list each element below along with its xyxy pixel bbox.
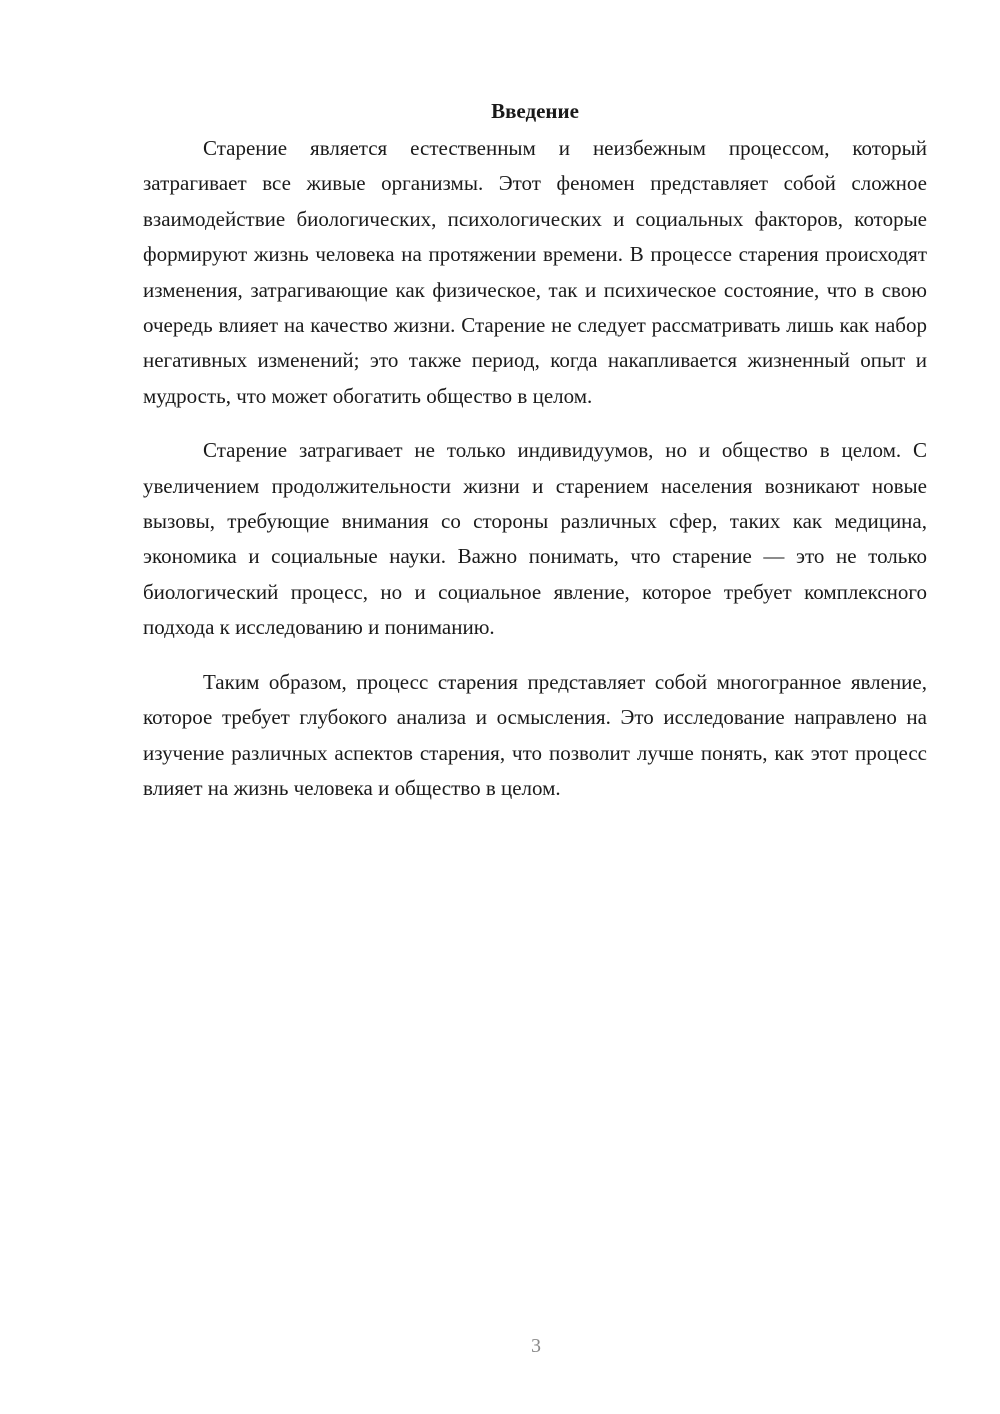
paragraph-2: Старение затрагивает не только индивидуумов, но и общество в целом. С увеличением продолжительности жизни и старением населения возникают новые вызовы, требующие внимания со стороны различных сфер, таких как медицина, экономика и социальные науки. Важно понимать, что старение — это не только биологический процесс, но и социальное явление, которое требует комплексного подхода к исследованию и пониманию. xyxy=(143,438,927,640)
section-heading: Введение xyxy=(491,99,579,123)
document-body xyxy=(143,96,927,825)
paragraph-1: Старение является естественным и неизбежным процессом, который затрагивает все живые организмы. Этот феномен представляет собой сложное взаимодействие биологических, психологических и социальных факторов, которые формируют жизнь человека на протяжении времени. В процессе старения происходят изменения, затрагивающие как физическое, так и психическое состояние, что в свою очередь влияет на качество жизни. Старение не следует рассматривать лишь как набор негативных изменений; это также период, когда накапливается жизненный опыт и мудрость, что может обогатить общество в целом. xyxy=(143,136,927,408)
paragraph-3: Таким образом, процесс старения представляет собой многогранное явление, которое требует глубокого анализа и осмысления. Это исследование направлено на изучение различных аспектов старения, что позволит лучше понять, как этот процесс влияет на жизнь человека и общество в целом. xyxy=(143,669,927,800)
page-number: 3 xyxy=(531,1335,541,1357)
